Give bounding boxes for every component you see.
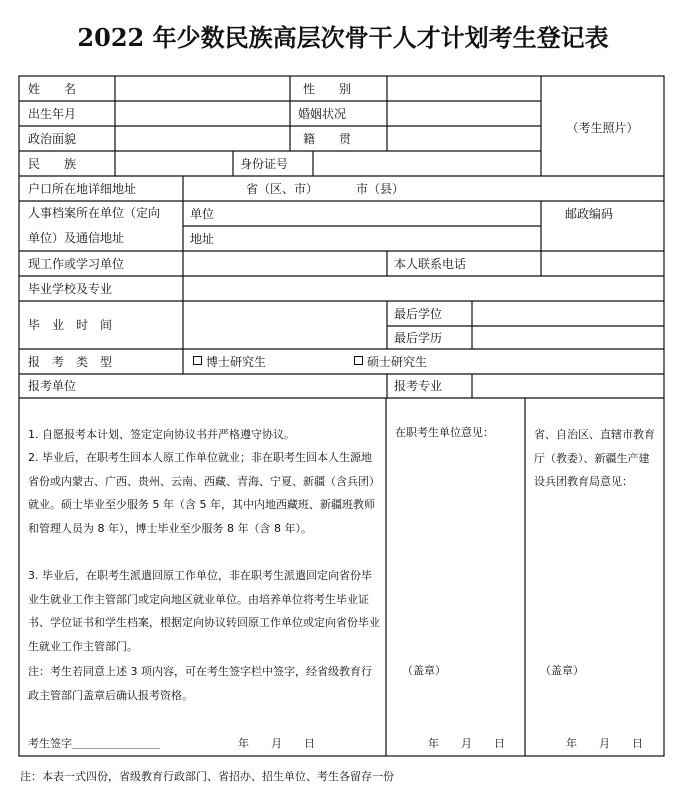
highest-edu-label: 最后学历 — [394, 331, 443, 345]
option-phd[interactable] — [193, 354, 266, 370]
grad-time-label: 毕 业 时 间 — [28, 318, 113, 332]
name-label: 姓 名 — [28, 82, 77, 96]
agreement-note: 注：考生若同意上述 3 项内容，可在考生签字栏中签字，经省级教育行政主管部门盖章后确认报考资格。 — [28, 665, 372, 702]
hukou-province: 省（区、市） — [246, 182, 319, 196]
employer-seal: （盖章） — [402, 664, 446, 677]
unit-label: 单位 — [190, 207, 215, 221]
sign-date: 年 月 日 — [238, 737, 315, 750]
master-checkbox[interactable] — [354, 356, 363, 365]
province-date: 年 月 日 — [566, 737, 643, 750]
political-label: 政治面貌 — [28, 132, 77, 146]
archive-label-line1: 人事档案所在单位（定向 — [28, 206, 161, 220]
apply-major-label: 报考专业 — [394, 379, 443, 393]
footer-note: 注：本表一式四份，省级教育行政部门、省招办、招生单位、考生各留存一份 — [20, 770, 394, 783]
birth-label: 出生年月 — [28, 107, 77, 121]
work-unit-label: 现工作或学习单位 — [28, 257, 125, 271]
archive-label-line2: 单位）及通信地址 — [28, 231, 125, 245]
phd-checkbox[interactable] — [193, 356, 202, 365]
agreement-item-2: 2. 毕业后，在职考生回本人原工作单位就业；非在职考生回本人生源地省份或内蒙古、广西、贵州、云南、西藏、青海、宁夏、新疆（含兵团）就业。硕士毕业至少服务 5 年（含 5 年，其中内地西藏班、新疆班教师和管理人员为 8 年），博士毕业至少服务 8 年（含 8 年）。 — [28, 451, 380, 535]
highest-degree-label: 最后学位 — [394, 307, 443, 321]
hukou-label: 户口所在地详细地址 — [28, 182, 137, 196]
form-title: 2022 年少数民族高层次骨干人才计划考生登记表 — [77, 23, 609, 52]
address-label: 地址 — [190, 232, 215, 246]
agreement-item-3: 3. 毕业后，在职考生派遣回原工作单位，非在职考生派遣回定向省份毕业生就业工作主管部门或定向地区就业单位。由培养单位将考生毕业证书、学位证书和学生档案，根据定向协议转回原工作单位或定向省份毕业生就业工作主管部门。 — [28, 569, 380, 653]
employer-date: 年 月 日 — [428, 737, 505, 750]
option-phd-label: 博士研究生 — [206, 355, 267, 369]
id-number-label: 身份证号 — [240, 157, 289, 171]
phone-label: 本人联系电话 — [394, 257, 467, 271]
province-opinion-label: 省、自治区、直辖市教育厅（教委）、新疆生产建设兵团教育局意见： — [534, 428, 655, 488]
apply-type-label: 报 考 类 型 — [28, 355, 113, 369]
postcode-label: 邮政编码 — [565, 207, 614, 221]
province-seal: （盖章） — [540, 664, 584, 677]
option-master[interactable] — [354, 354, 427, 370]
photo-placeholder: （考生照片） — [566, 121, 639, 135]
apply-unit-label: 报考单位 — [28, 379, 77, 393]
school-major-label: 毕业学校及专业 — [28, 282, 113, 296]
gender-label: 性 别 — [303, 82, 352, 96]
hukou-city: 市（县） — [356, 182, 405, 196]
native-place-label: 籍 贯 — [303, 132, 352, 146]
option-master-label: 硕士研究生 — [367, 355, 428, 369]
employer-opinion-label: 在职考生单位意见： — [395, 426, 494, 439]
agreement-item-1: 1. 自愿报考本计划、签定定向协议书并严格遵守协议。 — [28, 428, 295, 441]
ethnicity-label: 民 族 — [28, 157, 77, 171]
sign-label[interactable]: 考生签字＿＿＿＿＿＿＿＿ — [28, 737, 160, 750]
marital-label: 婚姻状况 — [298, 107, 347, 121]
